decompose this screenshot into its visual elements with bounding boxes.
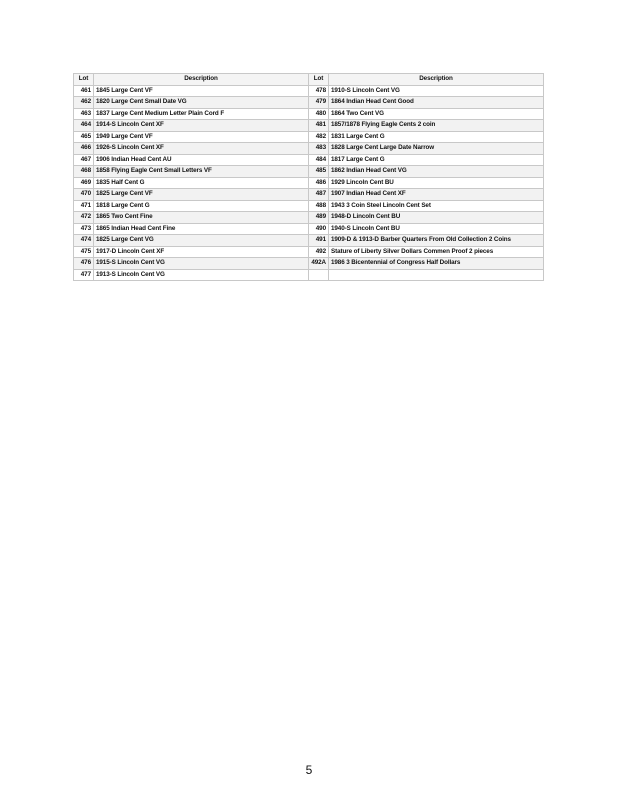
- lot-number-left: 461: [74, 85, 94, 97]
- lot-description-right: 1864 Two Cent VG: [329, 108, 544, 120]
- lot-number-right: [309, 269, 329, 281]
- lot-description-left: 1926-S Lincoln Cent XF: [94, 143, 309, 155]
- lot-column-header-right: Lot: [309, 74, 329, 86]
- lot-number-right: 488: [309, 200, 329, 212]
- lot-description-left: 1906 Indian Head Cent AU: [94, 154, 309, 166]
- lot-number-right: 484: [309, 154, 329, 166]
- lot-number-right: 480: [309, 108, 329, 120]
- lot-description-left: 1917-D Lincoln Cent XF: [94, 246, 309, 258]
- lot-description-right: 1909-D & 1913-D Barber Quarters From Old Collection 2 Coins: [329, 235, 544, 247]
- table-row: [74, 85, 544, 97]
- table-header-row: [74, 74, 544, 86]
- lot-number-left: 470: [74, 189, 94, 201]
- lot-description-left: 1914-S Lincoln Cent XF: [94, 120, 309, 132]
- lot-description-left: 1858 Flying Eagle Cent Small Letters VF: [94, 166, 309, 178]
- lot-description-right: 1857/1878 Flying Eagle Cents 2 coin: [329, 120, 544, 132]
- lot-description-right: 1929 Lincoln Cent BU: [329, 177, 544, 189]
- lot-description-left: 1865 Indian Head Cent Fine: [94, 223, 309, 235]
- lot-description-right: 1986 3 Bicentennial of Congress Half Dollars: [329, 258, 544, 270]
- table-row: [74, 212, 544, 224]
- lot-description-right: 1943 3 Coin Steel Lincoln Cent Set: [329, 200, 544, 212]
- lot-description-left: 1825 Large Cent VF: [94, 189, 309, 201]
- lot-number-right: 491: [309, 235, 329, 247]
- lot-number-right: 492: [309, 246, 329, 258]
- lot-number-right: 482: [309, 131, 329, 143]
- lot-description-right: 1828 Large Cent Large Date Narrow: [329, 143, 544, 155]
- lot-number-right: 486: [309, 177, 329, 189]
- lot-number-left: 474: [74, 235, 94, 247]
- lot-description-right: 1864 Indian Head Cent Good: [329, 97, 544, 109]
- lot-description-left: 1818 Large Cent G: [94, 200, 309, 212]
- lot-number-left: 463: [74, 108, 94, 120]
- lot-number-right: 490: [309, 223, 329, 235]
- table-row: [74, 166, 544, 178]
- lot-description-right: 1907 Indian Head Cent XF: [329, 189, 544, 201]
- lot-description-right: 1817 Large Cent G: [329, 154, 544, 166]
- table-row: [74, 258, 544, 270]
- lot-number-right: 481: [309, 120, 329, 132]
- table-row: [74, 200, 544, 212]
- lot-description-left: 1915-S Lincoln Cent VG: [94, 258, 309, 270]
- table-row: [74, 108, 544, 120]
- lot-description-right: Stature of Liberty Silver Dollars Commen Proof 2 pieces: [329, 246, 544, 258]
- lot-number-left: 473: [74, 223, 94, 235]
- lot-number-right: 483: [309, 143, 329, 155]
- lot-description-right: 1910-S Lincoln Cent VG: [329, 85, 544, 97]
- lot-number-left: 464: [74, 120, 94, 132]
- table-row: [74, 189, 544, 201]
- lot-number-left: 468: [74, 166, 94, 178]
- lot-number-left: 472: [74, 212, 94, 224]
- lot-description-left: 1865 Two Cent Fine: [94, 212, 309, 224]
- lot-number-right: 479: [309, 97, 329, 109]
- table-row: [74, 177, 544, 189]
- lot-number-right: 487: [309, 189, 329, 201]
- lot-description-left: 1820 Large Cent Small Date VG: [94, 97, 309, 109]
- lot-number-left: 471: [74, 200, 94, 212]
- table-row: [74, 131, 544, 143]
- lot-number-left: 466: [74, 143, 94, 155]
- lot-table: [73, 73, 544, 281]
- lot-number-left: 469: [74, 177, 94, 189]
- table-row: [74, 223, 544, 235]
- table-row: [74, 97, 544, 109]
- lot-description-left: 1949 Large Cent VF: [94, 131, 309, 143]
- lot-description-right: 1948-D Lincoln Cent BU: [329, 212, 544, 224]
- lot-number-left: 477: [74, 269, 94, 281]
- lot-number-right: 492A: [309, 258, 329, 270]
- lot-number-right: 489: [309, 212, 329, 224]
- lot-description-right: 1831 Large Cent G: [329, 131, 544, 143]
- table-row: [74, 246, 544, 258]
- lot-description-left: 1837 Large Cent Medium Letter Plain Cord F: [94, 108, 309, 120]
- lot-number-left: 476: [74, 258, 94, 270]
- lot-description-right: 1940-S Lincoln Cent BU: [329, 223, 544, 235]
- lot-table-body: [74, 85, 544, 281]
- table-row: [74, 154, 544, 166]
- lot-description-left: 1913-S Lincoln Cent VG: [94, 269, 309, 281]
- lot-description-right: [329, 269, 544, 281]
- table-row: [74, 269, 544, 281]
- lot-description-right: 1862 Indian Head Cent VG: [329, 166, 544, 178]
- description-column-header-left: Description: [94, 74, 309, 86]
- lot-column-header-left: Lot: [74, 74, 94, 86]
- lot-number-right: 478: [309, 85, 329, 97]
- table-row: [74, 235, 544, 247]
- lot-description-left: 1825 Large Cent VG: [94, 235, 309, 247]
- lot-number-left: 467: [74, 154, 94, 166]
- lot-description-left: 1845 Large Cent VF: [94, 85, 309, 97]
- table-row: [74, 120, 544, 132]
- lot-number-left: 475: [74, 246, 94, 258]
- description-column-header-right: Description: [329, 74, 544, 86]
- lot-description-left: 1835 Half Cent G: [94, 177, 309, 189]
- table-row: [74, 143, 544, 155]
- lot-number-left: 462: [74, 97, 94, 109]
- lot-number-right: 485: [309, 166, 329, 178]
- lot-number-left: 465: [74, 131, 94, 143]
- page-number: 5: [305, 763, 313, 777]
